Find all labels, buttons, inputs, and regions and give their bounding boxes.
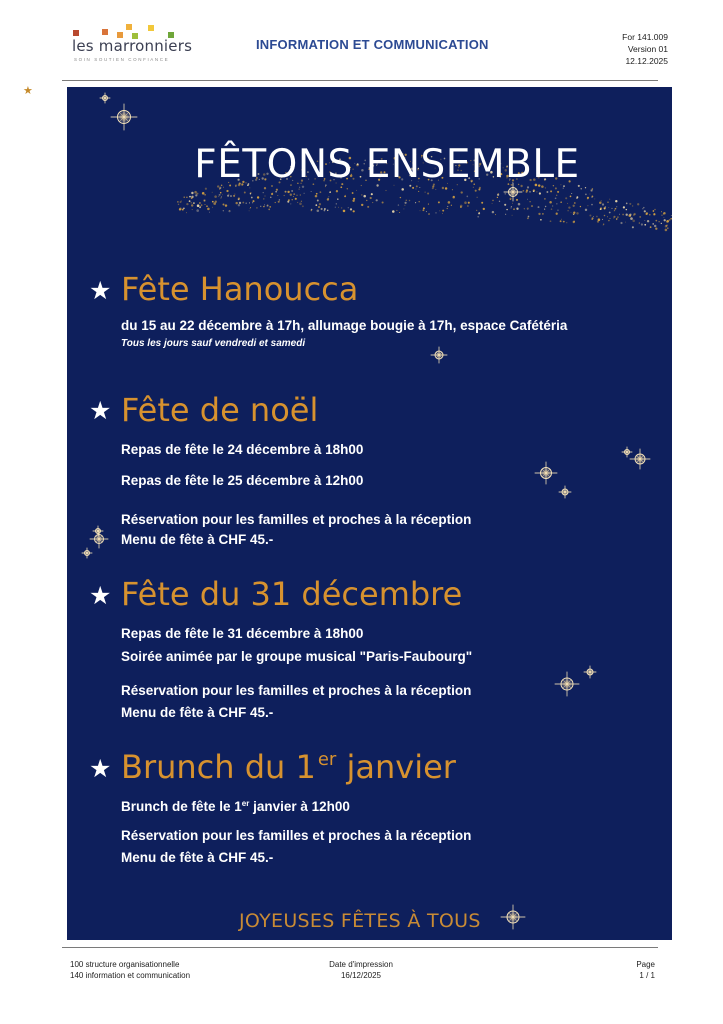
- logo-tagline: SOIN SOUTIEN CONFIANCE: [74, 57, 170, 62]
- document-date: 12.12.2025: [625, 56, 668, 66]
- star-icon: ★: [89, 277, 112, 305]
- event-detail: Réservation pour les familles et proches à la réception: [121, 512, 472, 527]
- event-note: Tous les jours sauf vendredi et samedi: [121, 338, 306, 349]
- footer-divider: [62, 947, 658, 948]
- event-detail: Soirée animée par le groupe musical "Paris-Faubourg": [121, 649, 473, 664]
- version: Version 01: [627, 44, 668, 54]
- footer-structure: 100 structure organisationnelle: [70, 960, 180, 969]
- event-detail: du 15 au 22 décembre à 17h, allumage bougie à 17h, espace Cafétéria: [121, 318, 568, 333]
- star-icon: ★: [23, 85, 33, 97]
- page-label: Page: [636, 960, 655, 969]
- footer-category: 140 information et communication: [70, 971, 191, 980]
- event-detail: Repas de fête le 24 décembre à 18h00: [121, 442, 364, 457]
- event-title: Fête du 31 décembre: [121, 575, 463, 613]
- event-title: Fête Hanoucca: [121, 270, 359, 308]
- header-title: INFORMATION ET COMMUNICATION: [256, 37, 489, 52]
- page-value: 1 / 1: [639, 971, 655, 980]
- logo: [70, 22, 193, 66]
- event-title: Brunch du 1 $^{er}$ janvier: [121, 748, 456, 786]
- closing-greeting: JOYEUSES FÊTES À TOUS: [239, 910, 481, 932]
- event-detail: Repas de fête le 31 décembre à 18h00: [121, 626, 364, 641]
- star-icon: ★: [89, 755, 112, 783]
- event-detail: Menu de fête à CHF 45.-: [121, 850, 274, 865]
- footer-page: [636, 959, 655, 981]
- page-header: [0, 0, 723, 82]
- star-icon: ★: [89, 582, 112, 610]
- print-date-value: 16/12/2025: [340, 971, 382, 980]
- event-detail: Réservation pour les familles et proches à la réception: [121, 683, 472, 698]
- poster-title: FÊTONS ENSEMBLE: [194, 142, 580, 187]
- event-title: Fête de noël: [121, 391, 319, 429]
- star-icon: ★: [89, 397, 112, 425]
- logo-name: les marronniers: [72, 37, 193, 55]
- footer-print-date: [311, 959, 411, 981]
- event-detail: Brunch de fête le 1er janvier à 12h00: [121, 799, 350, 814]
- poster: [67, 87, 672, 940]
- form-number: For 141.009: [622, 32, 668, 42]
- event-detail: Réservation pour les familles et proches à la réception: [121, 828, 472, 843]
- header-divider: [62, 80, 658, 81]
- footer-classification: [70, 959, 190, 981]
- event-detail: Repas de fête le 25 décembre à 12h00: [121, 473, 364, 488]
- event-detail: Menu de fête à CHF 45.-: [121, 705, 274, 720]
- print-date-label: Date d'impression: [329, 960, 393, 969]
- document-meta: [622, 31, 668, 67]
- event-detail: Menu de fête à CHF 45.-: [121, 532, 274, 547]
